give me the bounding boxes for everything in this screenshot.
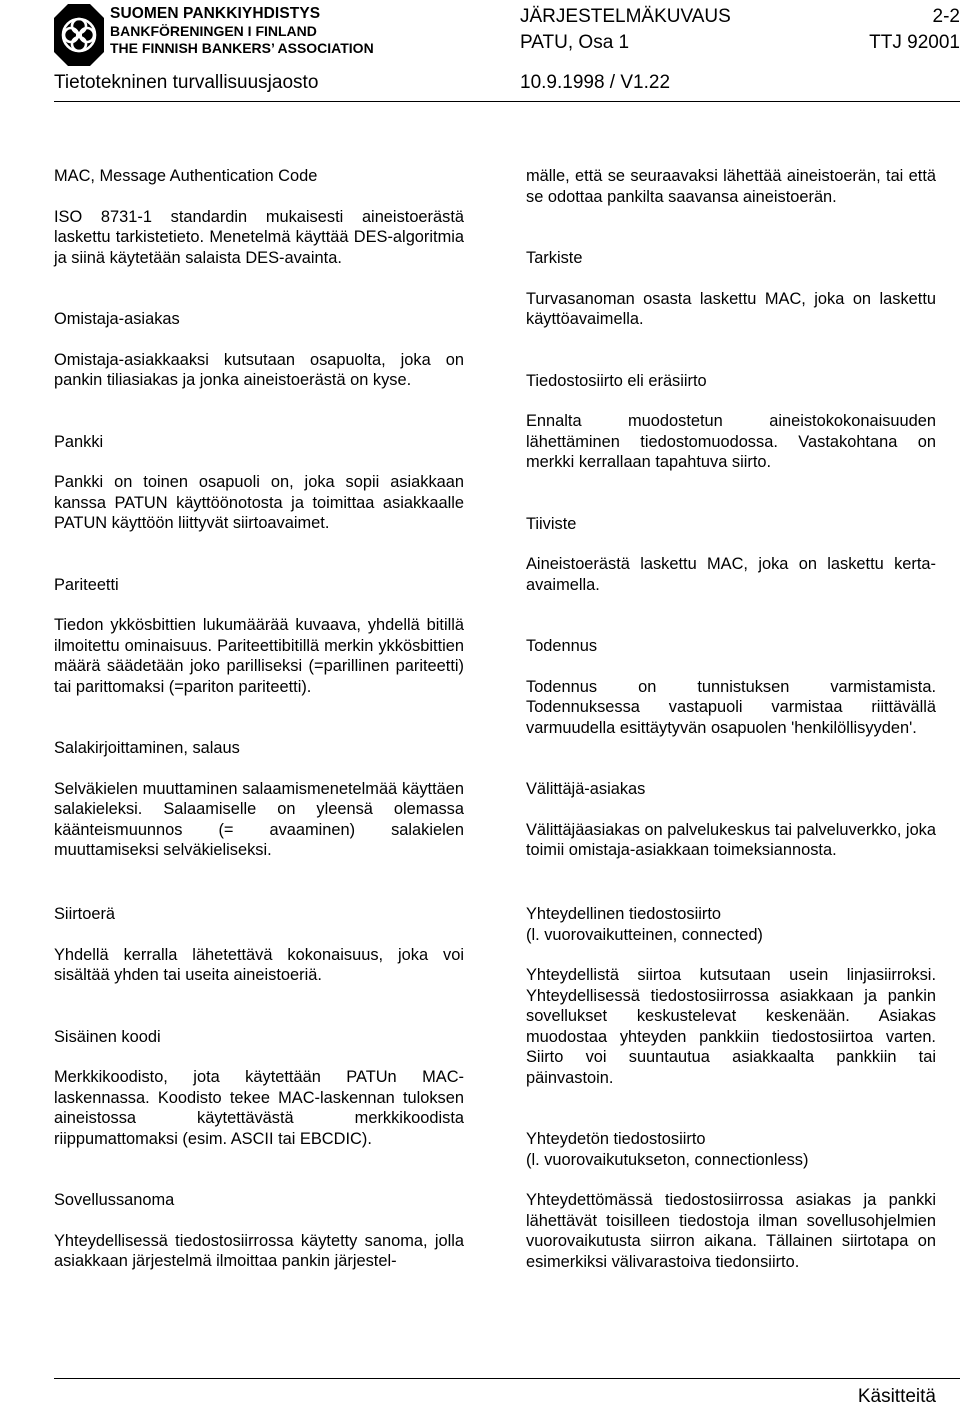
document-title: JÄRJESTELMÄKUVAUS xyxy=(520,6,731,27)
organization-name xyxy=(110,5,374,58)
term: Sovellussanoma xyxy=(54,1191,175,1209)
definition: Omistaja-asiakkaaksi kutsutaan osapuolta, joka on pankin tiliasiakas ja jonka aineistoerästä on kyse. xyxy=(54,350,464,389)
definition: Aineistoerästä laskettu MAC, joka on laskettu kerta-avaimella. xyxy=(526,555,936,594)
term: Yhteydetön tiedostosiirto xyxy=(526,1130,706,1148)
footer-section-name: Käsitteitä xyxy=(857,1386,936,1407)
term: Salakirjoittaminen, salaus xyxy=(54,739,240,757)
header-rule xyxy=(54,101,960,102)
footer-rule xyxy=(54,1378,960,1379)
definition: Turvasanoman osasta laskettu MAC, joka on laskettu käyttöavaimella. xyxy=(526,289,936,328)
term-note: (l. vuorovaikutukseton, connectionless) xyxy=(526,1150,809,1169)
org-name-english: THE FINNISH BANKERS’ ASSOCIATION xyxy=(110,40,374,56)
definition: Yhteydettömässä tiedostosiirrossa asiakas ja pankki lähettävät toisilleen tiedostoja ilman sovellusohjelmien vuorovaikutusta siirron aikana. Tällainen siirtotapa on esimerkiksi välivarastoiva tiedonsiirto. xyxy=(526,1191,936,1271)
org-name-swedish: BANKFÖRENINGEN I FINLAND xyxy=(110,22,317,39)
document-part: PATU, Osa 1 xyxy=(520,32,630,53)
term: Yhteydellinen tiedostosiirto xyxy=(526,905,721,923)
document-code: TTJ 92001 xyxy=(869,32,960,53)
definition: Yhdellä kerralla lähetettävä kokonaisuus, joka voi sisältää yhden tai useita aineistoeriä. xyxy=(54,945,464,984)
left-column-top xyxy=(54,166,464,861)
right-column-bottom xyxy=(526,904,936,1272)
term: Pariteetti xyxy=(54,575,119,594)
left-column-bottom xyxy=(54,904,464,1272)
continuation-text: mälle, että se seuraavaksi lähettää aineistoerän, tai että se odottaa pankilta saavansa aineistoerän. xyxy=(526,167,936,206)
org-name-finnish: SUOMEN PANKKIYHDISTYS xyxy=(110,5,321,22)
term: Todennus xyxy=(526,637,598,655)
definition: ISO 8731-1 standardin mukaisesti aineistoerästä laskettu tarkistetieto. Menetelmä käyttää DES-algoritmia ja siinä käytetään salaista DES-avainta. xyxy=(54,207,464,267)
date-version: 10.9.1998 / V1.22 xyxy=(520,72,671,93)
definition: Ennalta muodostetun aineistokokonaisuuden lähettäminen tiedostomuodossa. Vastakohtana on merkki kerrallaan tapahtuva siirto. xyxy=(526,412,936,471)
definition: Yhteydellistä siirtoa kutsutaan usein linjasiirroksi. Yhteydellisessä tiedostosiirrossa asiakkaan ja pankin sovellukset keskustelevat keskenään. Asiakas muodostaa yhteyden pankkiin tiedostosiirtoa varten. Siirto voi suuntautua asiakkaalta pankkiin tai päinvastoin. xyxy=(526,966,936,1087)
right-column-top xyxy=(526,166,936,861)
term: Pankki xyxy=(54,432,104,451)
term: Tiiviste xyxy=(526,514,577,533)
association-logo xyxy=(54,4,104,66)
document-heading xyxy=(520,4,960,56)
page-number: 2-2 xyxy=(932,6,960,27)
term: Siirtoerä xyxy=(54,905,116,923)
term: Tarkiste xyxy=(526,249,583,267)
definition: Pankki on toinen osapuoli on, joka sopii asiakkaan kanssa PATUN käyttöönotosta ja toimittaa asiakkaalle PATUN käyttöön liittyvät siirtoavaimet. xyxy=(54,473,464,532)
department: Tietotekninen turvallisuusjaosto xyxy=(54,72,319,93)
definition: Selväkielen muuttaminen salaamismenetelmää käyttäen salakieleksi. Salaamiselle on yleensä olemassa käänteismuunnos (= avaaminen) salakielen muuttamiseksi selväkieliseksi. xyxy=(54,779,464,859)
term: MAC, Message Authentication Code xyxy=(54,167,318,185)
term-note: (l. vuorovaikutteinen, connected) xyxy=(526,925,763,944)
term: Tiedostosiirto eli eräsiirto xyxy=(526,371,707,390)
term: Välittäjä-asiakas xyxy=(526,780,646,798)
term: Omistaja-asiakas xyxy=(54,310,180,328)
definition: Yhteydellisessä tiedostosiirrossa käytetty sanoma, jolla asiakkaan järjestelmä ilmoittaa pankin järjestel- xyxy=(54,1231,464,1270)
term: Sisäinen koodi xyxy=(54,1027,161,1046)
definition: Välittäjäasiakas on palvelukeskus tai palveluverkko, joka toimii omistaja-asiakkaan toimeksiannosta. xyxy=(526,820,936,859)
definition: Todennus on tunnistuksen varmistamista. Todennuksessa vastapuoli varmistaa riittävällä varmuudella esittäytyvän osapuolen 'henkilöllisyyden'. xyxy=(526,677,936,737)
definition: Tiedon ykkösbittien lukumäärää kuvaava, yhdellä bitillä ilmoitettu ominaisuus. Pariteettibitillä merkin ykkösbittien määrä säädetään joko parilliseksi (=parillinen pariteetti) tai parittomaksi (=pariton pariteetti). xyxy=(54,616,464,696)
definition: Merkkikoodisto, jota käytettään PATUn MAC-laskennassa. Koodisto tekee MAC-laskennan tuloksen aineistossa käytettävästä merkkikoodista riippumattomaksi (esim. ASCII tai EBCDIC). xyxy=(54,1068,464,1148)
